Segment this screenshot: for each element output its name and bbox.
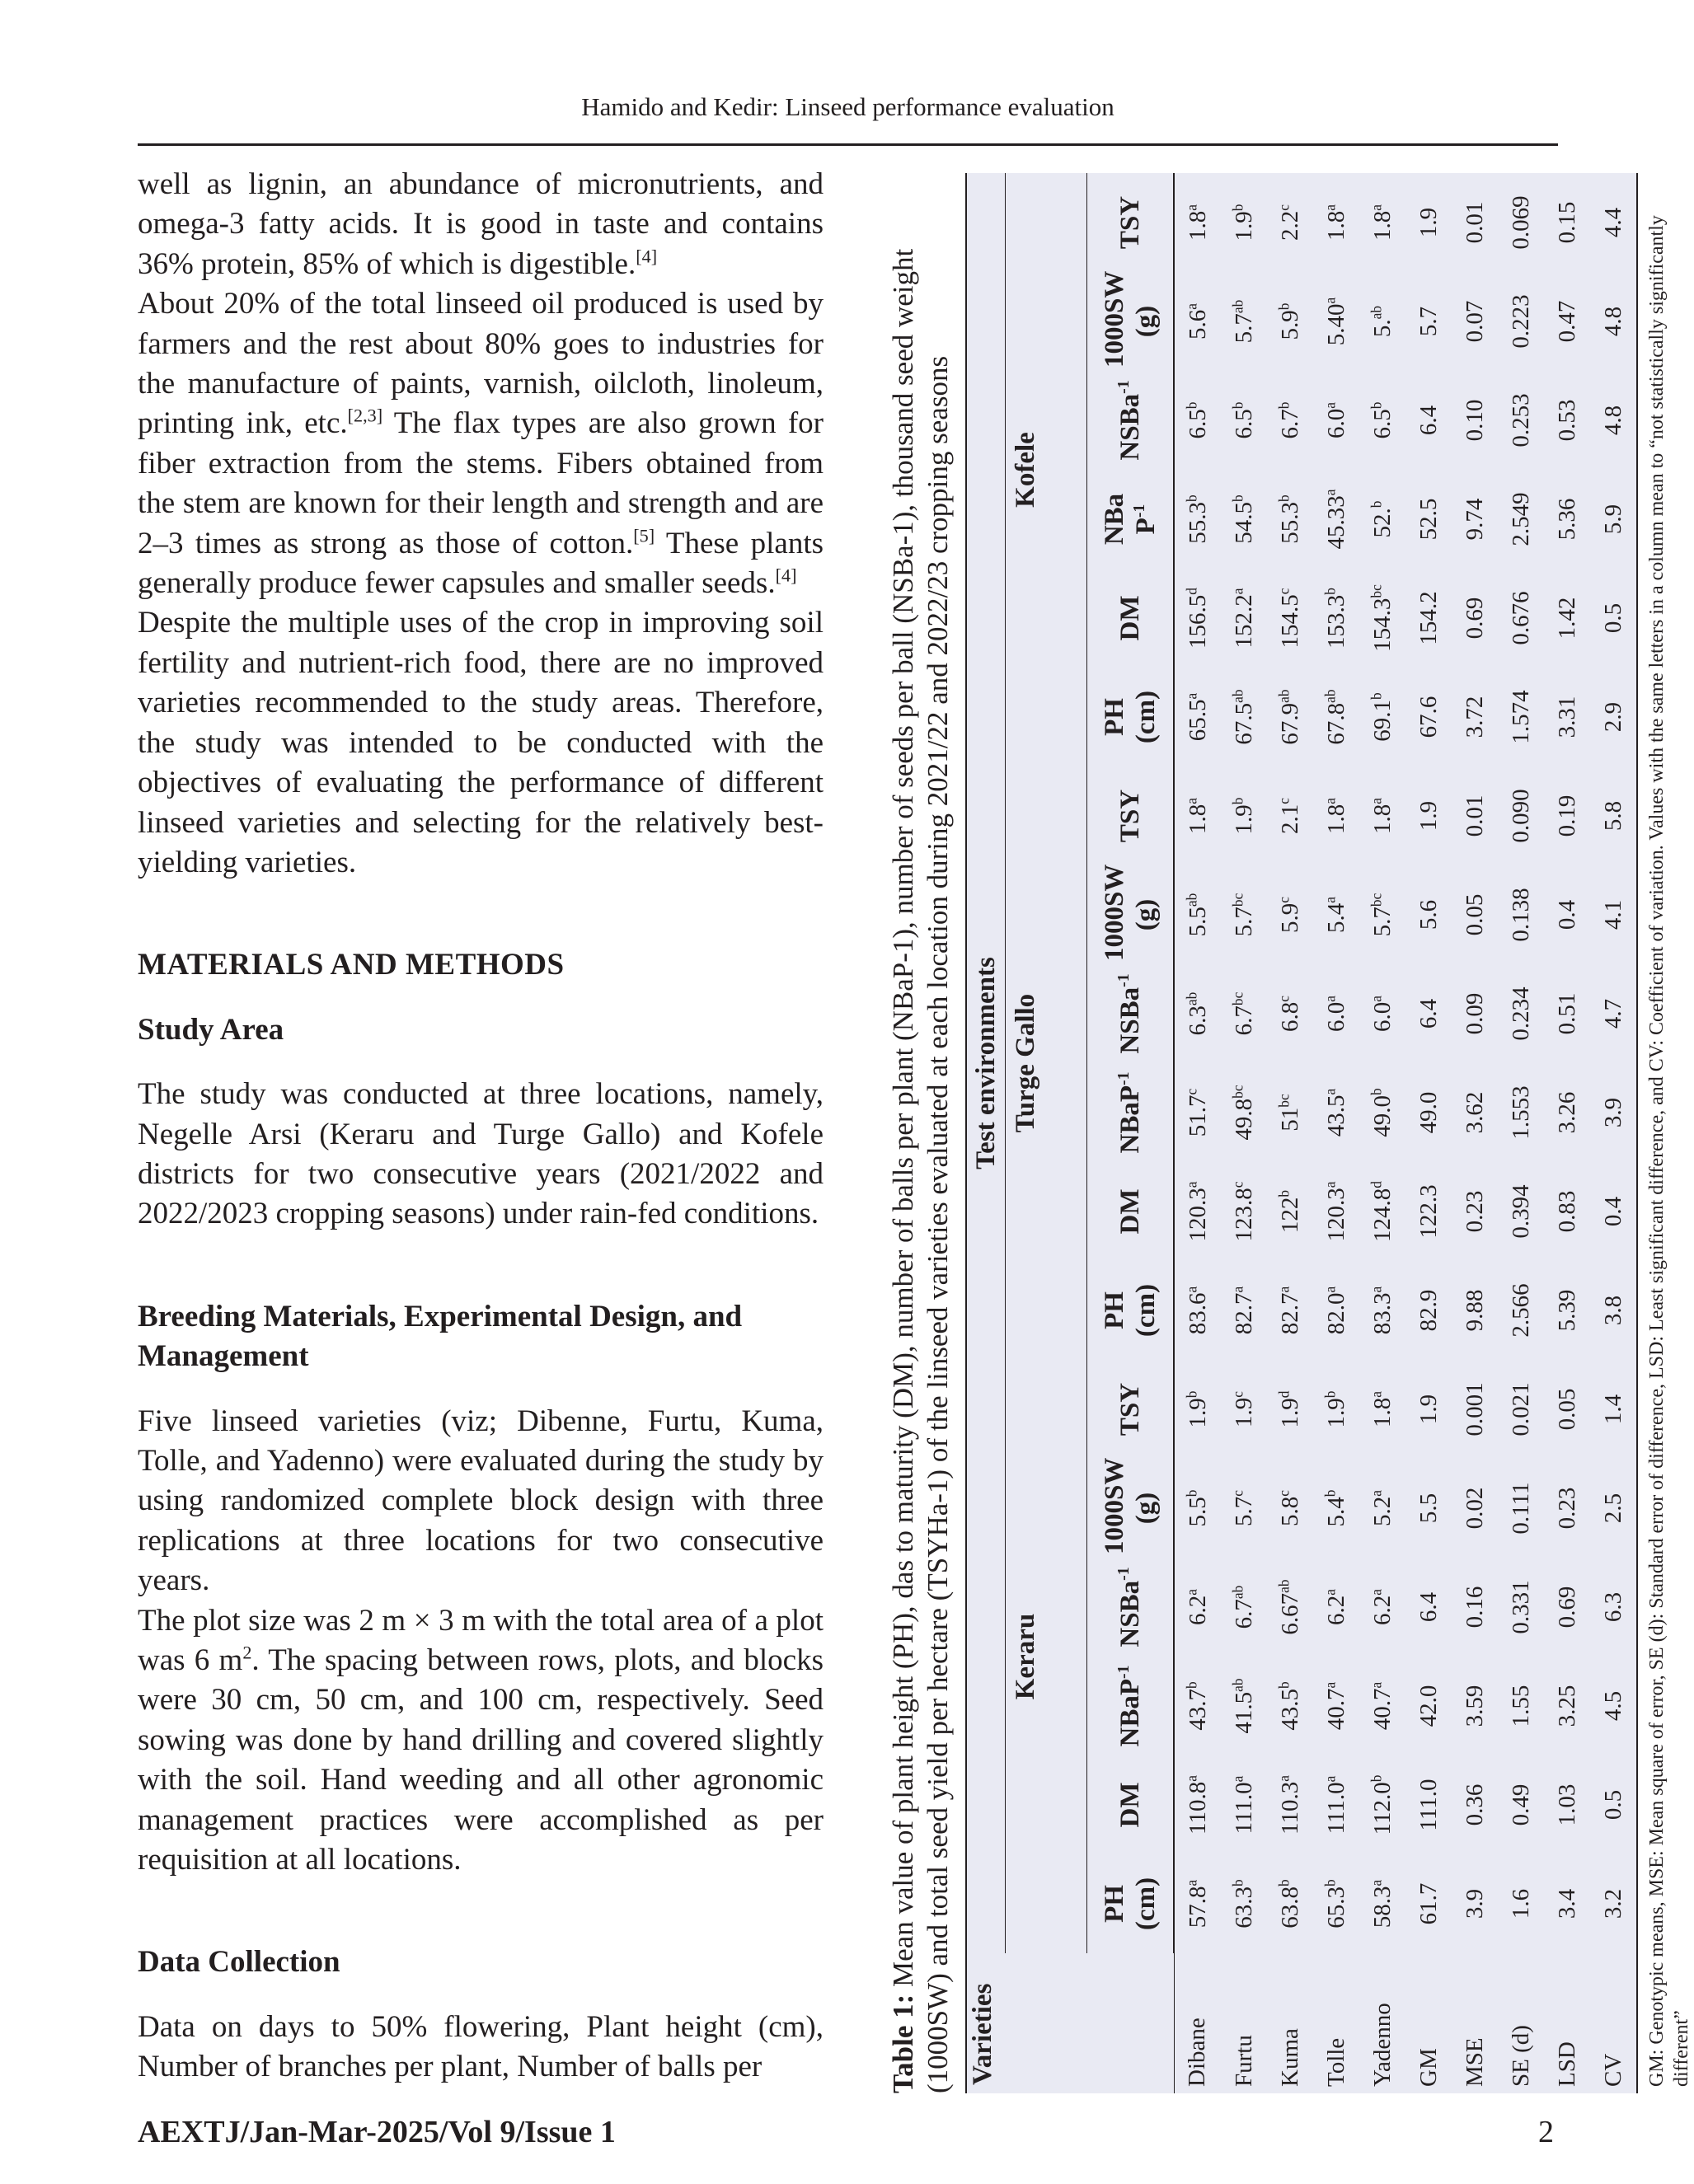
table-cell: 0.394 bbox=[1507, 1184, 1534, 1239]
table-cell: $51^{bc}$ bbox=[1274, 1094, 1303, 1132]
table-cell: 55.3$^b$ bbox=[1274, 494, 1303, 544]
row-label: Yadenno bbox=[1368, 2003, 1396, 2087]
table-cell: 82.9 bbox=[1415, 1289, 1442, 1332]
table-cell: 1.553 bbox=[1507, 1085, 1534, 1140]
column-header-tsy: TSY bbox=[1087, 173, 1175, 272]
table-cell: 5.4$^b$ bbox=[1321, 1489, 1349, 1527]
subheading-breeding: Breeding Materials, Experimental Design, and Management bbox=[138, 1299, 743, 1374]
table-cell: 0.19 bbox=[1553, 794, 1580, 837]
table-footnote: GM: Genotypic means, MSE: Mean square of error, SE (d): Standard error of difference, LSD: Least significant difference, and CV: Coefficient of variation. Values with the same letters in a column mean to “not statistically significantly different” bbox=[1646, 215, 1692, 2087]
table-cell: 5.$^{ab}$ bbox=[1367, 305, 1396, 338]
table-cell: 1.6 bbox=[1507, 1888, 1534, 1919]
table-cell: 1.9$^b$ bbox=[1228, 204, 1257, 241]
table-cell: 6.7$^{bc}$ bbox=[1228, 991, 1257, 1036]
table-cell: 1.8$^a$ bbox=[1367, 798, 1396, 834]
table-cell: 0.090 bbox=[1507, 789, 1534, 843]
table-cell: 82.7$^a$ bbox=[1274, 1286, 1303, 1335]
table-cell: 69.1$^b$ bbox=[1367, 692, 1396, 742]
table-cell: 110.3$^a$ bbox=[1274, 1775, 1303, 1835]
table-cell: 5.4$^a$ bbox=[1321, 897, 1349, 933]
header-location-keraru: Keraru bbox=[1011, 1613, 1040, 1700]
table-cell: 67.6 bbox=[1415, 696, 1442, 738]
table-cell: 6.67$^{ab}$ bbox=[1274, 1579, 1303, 1635]
table-cell: 1.8$^a$ bbox=[1182, 798, 1211, 834]
table-cell: 1.574 bbox=[1507, 690, 1534, 744]
column-header-nbap: NBaP$^{-1}$ bbox=[1087, 1657, 1175, 1755]
table-cell: 1.9$^b$ bbox=[1228, 797, 1257, 835]
table-cell: 4.8 bbox=[1590, 272, 1637, 371]
row-label: Tolle bbox=[1322, 2037, 1349, 2087]
table-caption: Table 1: Mean value of plant height (PH), das to maturity (DM), number of balls per plant (NBaP-1), number of seeds per ball (NSBa-1), thousand seed weight (1000SW) and total seed yield per hectare (TSYHa-1) of the linseed varieties evaluated at each location during 2021/22 and 2022/23 cropping seasons bbox=[887, 248, 954, 2093]
table-cell: 52.$^b$ bbox=[1367, 500, 1396, 538]
table-cell: 153.3$^b$ bbox=[1321, 588, 1349, 649]
table-cell: 0.069 bbox=[1507, 195, 1534, 250]
paragraph-data-collection: Data on days to 50% flowering, Plant height (cm), Number of branches per plant, Number of balls per bbox=[138, 2009, 824, 2084]
row-label: CV bbox=[1590, 1953, 1637, 2093]
table-cell: 0.36 bbox=[1461, 1783, 1488, 1826]
table-cell: 9.74 bbox=[1461, 498, 1488, 541]
table-row bbox=[1544, 173, 1590, 2093]
header-test-environments: Test environments bbox=[966, 173, 1006, 1953]
table-cell: 1.9$^d$ bbox=[1274, 1390, 1303, 1428]
table-cell: 3.25 bbox=[1553, 1685, 1580, 1727]
row-label: GM bbox=[1415, 2048, 1442, 2087]
table-row bbox=[1498, 173, 1544, 2093]
row-label: Furtu bbox=[1230, 2035, 1257, 2087]
table-cell: 0.331 bbox=[1507, 1580, 1534, 1634]
table-cell: 0.001 bbox=[1461, 1382, 1488, 1436]
left-column bbox=[138, 165, 824, 2088]
table-cell: 49.0 bbox=[1415, 1091, 1442, 1134]
table-cell: 1.55 bbox=[1507, 1685, 1534, 1727]
row-label: Dibane bbox=[1184, 2018, 1211, 2087]
table-cell: 0.111 bbox=[1507, 1482, 1534, 1535]
table-cell: 3.9 bbox=[1590, 1063, 1637, 1162]
table-cell: 5.6 bbox=[1415, 899, 1442, 930]
table-cell: 0.47 bbox=[1553, 300, 1580, 343]
table-row bbox=[1174, 173, 1221, 2093]
table-cell: 5.8$^c$ bbox=[1274, 1490, 1303, 1526]
table-cell: 6.8$^c$ bbox=[1274, 996, 1303, 1032]
table-cell: 123.8$^c$ bbox=[1228, 1181, 1257, 1242]
table-cell: 3.26 bbox=[1553, 1091, 1580, 1134]
column-header-tsy: TSY bbox=[1087, 766, 1175, 865]
table-cell: 6.5$^b$ bbox=[1182, 401, 1211, 439]
row-label: LSD bbox=[1553, 2041, 1580, 2087]
table-cell: 5.9$^c$ bbox=[1274, 897, 1303, 933]
table-cell: 1.9 bbox=[1415, 1394, 1442, 1425]
table-cell: 120.3$^a$ bbox=[1182, 1181, 1211, 1242]
table-cell: 2.9 bbox=[1590, 668, 1637, 766]
table-cell: 6.0$^a$ bbox=[1321, 996, 1349, 1032]
table-cell: 54.5$^b$ bbox=[1228, 494, 1257, 544]
table-cell: 5.5$^b$ bbox=[1182, 1489, 1211, 1527]
row-label: MSE bbox=[1461, 2037, 1488, 2087]
table-cell: 6.0$^a$ bbox=[1367, 996, 1396, 1032]
table-cell: 1.9 bbox=[1415, 207, 1442, 238]
rotated-table-block bbox=[886, 173, 1692, 2093]
table-cell: 0.15 bbox=[1553, 201, 1580, 244]
paragraph-oil-use: About 20% of the total linseed oil produced is used by farmers and the rest about 80% goes to industries for the manufacture of paints, varnish, oilcloth, linoleum, printing ink, etc.[2,3] The flax types are also grown for fiber extraction from the stems. Fibers obtained from the stem are known for their length and strength and are 2–3 times as strong as those of cotton.[5] These plants generally produce fewer capsules and smaller seeds.[4] bbox=[138, 287, 824, 601]
table-cell: 0.4 bbox=[1553, 899, 1580, 930]
results-table bbox=[965, 173, 1638, 2093]
table-cell: 57.8$^a$ bbox=[1182, 1879, 1211, 1929]
table-cell: 5.7$^{bc}$ bbox=[1367, 893, 1396, 937]
column-header-nba_k: NBa $P^{-1}$ bbox=[1087, 470, 1175, 569]
column-header-nsba: NSBa$^{-1}$ bbox=[1087, 1558, 1175, 1657]
table-cell: 0.49 bbox=[1507, 1783, 1534, 1826]
table-cell: 0.02 bbox=[1461, 1487, 1488, 1530]
table-body bbox=[1174, 173, 1637, 2093]
table-cell: 58.3$^a$ bbox=[1367, 1879, 1396, 1929]
table-cell: 156.5$^d$ bbox=[1182, 588, 1211, 649]
table-cell: 0.69 bbox=[1461, 597, 1488, 640]
table-cell: 3.8 bbox=[1590, 1261, 1637, 1360]
header-location-kofele: Kofele bbox=[1011, 432, 1040, 508]
row-label: SE (d) bbox=[1507, 2025, 1534, 2087]
table-cell: 6.3$^{ab}$ bbox=[1182, 991, 1211, 1036]
table-cell: 2.5 bbox=[1590, 1459, 1637, 1558]
table-cell: 6.4 bbox=[1415, 405, 1442, 436]
table-cell: 0.01 bbox=[1461, 201, 1488, 244]
column-header-sw: 1000SW (g) bbox=[1087, 865, 1175, 964]
table-cell: 0.4 bbox=[1590, 1162, 1637, 1261]
subheading-study-area: Study Area bbox=[138, 1012, 284, 1047]
table-cell: 0.10 bbox=[1461, 399, 1488, 442]
table-row bbox=[1590, 173, 1637, 2093]
table-row bbox=[1359, 173, 1405, 2093]
table-cell: 1.8$^a$ bbox=[1321, 798, 1349, 834]
paragraph-breeding-1: Five linseed varieties (viz; Dibenne, Furtu, Kuma, Tolle, and Yadenno) were evaluated during the study by using randomized complete block design with three replications at three locations for two consecutive years. bbox=[138, 1404, 824, 1598]
column-header-sw: 1000SW (g) bbox=[1087, 1459, 1175, 1558]
table-cell: 1.8$^a$ bbox=[1182, 204, 1211, 241]
table-cell: 0.253 bbox=[1507, 393, 1534, 448]
table-cell: 40.7$^a$ bbox=[1367, 1681, 1396, 1731]
table-cell: 152.2$^a$ bbox=[1228, 588, 1257, 649]
table-cell: 0.51 bbox=[1553, 992, 1580, 1035]
table-cell: 5.7$^{ab}$ bbox=[1228, 299, 1257, 344]
table-cell: 154.3$^{bc}$ bbox=[1367, 584, 1396, 652]
table-cell: 5.5 bbox=[1415, 1493, 1442, 1524]
table-cell: 0.676 bbox=[1507, 591, 1534, 645]
table-cell: 111.0$^a$ bbox=[1321, 1775, 1349, 1835]
table-cell: 5.5$^{ab}$ bbox=[1182, 893, 1211, 937]
table-cell: 4.8 bbox=[1590, 371, 1637, 470]
table-cell: 0.01 bbox=[1461, 794, 1488, 837]
table-cell: 110.8$^a$ bbox=[1182, 1775, 1211, 1835]
table-cell: 3.72 bbox=[1461, 696, 1488, 738]
table-cell: 83.6$^a$ bbox=[1182, 1286, 1211, 1335]
table-cell: 1.42 bbox=[1553, 597, 1580, 640]
table-cell: 1.9$^c$ bbox=[1228, 1391, 1257, 1427]
table-cell: 67.8$^{ab}$ bbox=[1321, 689, 1349, 745]
table-cell: 0.021 bbox=[1507, 1382, 1534, 1436]
table-cell: 5.8 bbox=[1590, 766, 1637, 865]
table-cell: 112.0$^b$ bbox=[1367, 1774, 1396, 1835]
table-cell: 0.09 bbox=[1461, 992, 1488, 1035]
table-cell: 0.05 bbox=[1461, 893, 1488, 936]
table-cell: 124.8$^d$ bbox=[1367, 1181, 1396, 1242]
column-header-ph: PH (cm) bbox=[1087, 1261, 1175, 1360]
table-cell: 111.0 bbox=[1415, 1779, 1442, 1831]
table-cell: 1.8$^a$ bbox=[1367, 1391, 1396, 1427]
table-cell: 65.5$^a$ bbox=[1182, 692, 1211, 742]
table-row bbox=[1267, 173, 1313, 2093]
table-cell: 1.4 bbox=[1590, 1360, 1637, 1459]
table-cell: 2.1$^c$ bbox=[1274, 798, 1303, 834]
header-location-turge-gallo: Turge Gallo bbox=[1011, 993, 1040, 1133]
table-cell: 65.3$^b$ bbox=[1321, 1879, 1349, 1929]
table-cell: 0.53 bbox=[1553, 399, 1580, 442]
paragraph-study-area: The study was conducted at three locations, namely, Negelle Arsi (Keraru and Turge Gallo) and Kofele districts for two consecutive years (2021/2022 and 2022/2023 cropping seasons) under rain-fed conditions. bbox=[138, 1077, 824, 1231]
column-header-nbap: NBaP$^{-1}$ bbox=[1087, 1063, 1175, 1162]
table-row bbox=[1405, 173, 1452, 2093]
table-cell: 2.566 bbox=[1507, 1283, 1534, 1338]
table-cell: 82.7$^a$ bbox=[1228, 1286, 1257, 1335]
column-header-nsba: NSBa$^{-1}$ bbox=[1087, 371, 1175, 470]
table-cell: 42.0 bbox=[1415, 1685, 1442, 1727]
table-cell: 52.5 bbox=[1415, 498, 1442, 541]
table-cell: 1.8$^a$ bbox=[1321, 204, 1349, 241]
subheading-data-collection: Data Collection bbox=[138, 1945, 340, 1980]
paragraph-objective: Despite the multiple uses of the crop in improving soil fertility and nutrient-rich food, there are no improved varieties recommended to the study areas. Therefore, the study was intended to be conducted with the objectives of evaluating the performance of different linseed varieties and selecting for the relatively best-yielding varieties. bbox=[138, 606, 824, 879]
table-cell: 1.9$^b$ bbox=[1321, 1390, 1349, 1428]
table-row bbox=[1313, 173, 1359, 2093]
table-cell: 1.9$^b$ bbox=[1182, 1390, 1211, 1428]
table-cell: 0.16 bbox=[1461, 1586, 1488, 1629]
column-header-dm: DM bbox=[1087, 1162, 1175, 1261]
table-cell: 6.7$^{ab}$ bbox=[1228, 1585, 1257, 1629]
paragraph-intro-cont: well as lignin, an abundance of micronutrients, and omega-3 fatty acids. It is good in taste and contains 36% protein, 85% of which is digestible.[4] bbox=[138, 167, 824, 281]
table-cell: 67.9$^{ab}$ bbox=[1274, 689, 1303, 745]
table-cell: 0.83 bbox=[1553, 1190, 1580, 1233]
table-cell: 5.2$^a$ bbox=[1367, 1490, 1396, 1526]
table-cell: 61.7 bbox=[1415, 1882, 1442, 1925]
table-cell: 43.7$^b$ bbox=[1182, 1681, 1211, 1731]
row-label: Kuma bbox=[1276, 2028, 1303, 2087]
column-header-ph: PH (cm) bbox=[1087, 1854, 1175, 1953]
table-cell: 5.9 bbox=[1590, 470, 1637, 569]
table-cell: 6.7$^b$ bbox=[1274, 401, 1303, 439]
table-cell: 3.31 bbox=[1553, 696, 1580, 738]
table-cell: 1.8$^a$ bbox=[1367, 204, 1396, 241]
table-cell: 1.9 bbox=[1415, 800, 1442, 832]
table-cell: 1.03 bbox=[1553, 1783, 1580, 1826]
table-cell: 63.8$^b$ bbox=[1274, 1879, 1303, 1929]
table-cell: 5.39 bbox=[1553, 1289, 1580, 1332]
table-cell: 5.36 bbox=[1553, 498, 1580, 541]
table-row bbox=[1221, 173, 1267, 2093]
column-header-ph: PH (cm) bbox=[1087, 668, 1175, 766]
table-cell: 5.40$^a$ bbox=[1321, 297, 1349, 346]
table-cell: 51.7$^c$ bbox=[1182, 1088, 1211, 1137]
table-cell: 4.1 bbox=[1590, 865, 1637, 964]
column-header-sw: 1000SW (g) bbox=[1087, 272, 1175, 371]
table-cell: 3.62 bbox=[1461, 1091, 1488, 1134]
table-cell: 6.2$^a$ bbox=[1321, 1589, 1349, 1625]
table-cell: 9.88 bbox=[1461, 1289, 1488, 1332]
table-cell: 41.5$^{ab}$ bbox=[1228, 1678, 1257, 1734]
column-header-tsy: TSY bbox=[1087, 1360, 1175, 1459]
table-cell: 43.5$^b$ bbox=[1274, 1681, 1303, 1731]
table-cell: 3.4 bbox=[1553, 1888, 1580, 1919]
page-number: 2 bbox=[1538, 2115, 1554, 2149]
table-cell: 122$^b$ bbox=[1274, 1189, 1303, 1234]
table-cell: 154.5$^c$ bbox=[1274, 588, 1303, 649]
table-cell: 6.3 bbox=[1590, 1558, 1637, 1657]
column-header-row bbox=[1087, 173, 1175, 2093]
header-varieties: Varieties bbox=[966, 1953, 1174, 2093]
header-rule bbox=[138, 143, 1558, 146]
table-cell: 6.5$^b$ bbox=[1367, 401, 1396, 439]
table-cell: 49.0$^b$ bbox=[1367, 1088, 1396, 1137]
table-cell: 122.3 bbox=[1415, 1184, 1442, 1239]
table-cell: 3.2 bbox=[1590, 1854, 1637, 1953]
table-cell: 0.23 bbox=[1461, 1190, 1488, 1233]
table-cell: 0.5 bbox=[1590, 569, 1637, 668]
table-cell: 0.07 bbox=[1461, 300, 1488, 343]
table-cell: 0.138 bbox=[1507, 888, 1534, 942]
table-cell: 49.8$^{bc}$ bbox=[1228, 1085, 1257, 1141]
table-cell: 0.234 bbox=[1507, 987, 1534, 1041]
table-cell: 4.4 bbox=[1590, 173, 1637, 272]
table-cell: 111.0$^a$ bbox=[1228, 1775, 1257, 1835]
table-cell: 0.5 bbox=[1590, 1755, 1637, 1854]
table-cell: 6.2$^a$ bbox=[1367, 1589, 1396, 1625]
table-cell: 6.5$^b$ bbox=[1228, 401, 1257, 439]
table-cell: 4.5 bbox=[1590, 1657, 1637, 1755]
table-cell: 83.3$^a$ bbox=[1367, 1286, 1396, 1335]
table-cell: 45.33$^a$ bbox=[1321, 489, 1349, 550]
table-cell: 0.23 bbox=[1553, 1487, 1580, 1530]
table-cell: 5.9$^b$ bbox=[1274, 302, 1303, 340]
paragraph-breeding-2: The plot size was 2 m × 3 m with the total area of a plot was 6 $m^2$. The spacing between rows, plots, and blocks were 30 cm, 50 cm, and 100 cm, respectively. Seed sowing was done by hand drilling and covered slightly with the soil. Hand weeding and all other agronomic management practices were accomplished as per requisition at all locations. bbox=[138, 1603, 824, 1877]
table-cell: 6.4 bbox=[1415, 998, 1442, 1029]
table-cell: 43.5$^a$ bbox=[1321, 1088, 1349, 1137]
table-cell: 5.7$^{bc}$ bbox=[1228, 893, 1257, 937]
section-heading-methods: MATERIALS AND METHODS bbox=[138, 948, 565, 982]
journal-footer: AEXTJ/Jan-Mar-2025/Vol 9/Issue 1 bbox=[138, 2115, 616, 2149]
table-cell: 5.7 bbox=[1415, 306, 1442, 337]
table-cell: 0.69 bbox=[1553, 1586, 1580, 1629]
table-cell: 3.9 bbox=[1461, 1888, 1488, 1919]
table-cell: 2.2$^c$ bbox=[1274, 204, 1303, 241]
table-cell: 4.7 bbox=[1590, 964, 1637, 1063]
table-cell: 6.2$^a$ bbox=[1182, 1589, 1211, 1625]
table-cell: 120.3$^a$ bbox=[1321, 1181, 1349, 1242]
table-cell: 63.3$^b$ bbox=[1228, 1879, 1257, 1929]
table-cell: 3.59 bbox=[1461, 1685, 1488, 1727]
table-row bbox=[1452, 173, 1498, 2093]
column-header-dm: DM bbox=[1087, 1755, 1175, 1854]
table-cell: 6.4 bbox=[1415, 1591, 1442, 1623]
table-cell: 40.7$^a$ bbox=[1321, 1681, 1349, 1731]
table-cell: 82.0$^a$ bbox=[1321, 1286, 1349, 1335]
table-cell: 5.7$^c$ bbox=[1228, 1490, 1257, 1526]
table-cell: 55.3$^b$ bbox=[1182, 494, 1211, 544]
table-cell: 154.2 bbox=[1415, 591, 1442, 645]
table-cell: 6.0$^a$ bbox=[1321, 402, 1349, 438]
running-title: Hamido and Kedir: Linseed performance evaluation bbox=[581, 92, 1114, 121]
table-cell: 67.5$^{ab}$ bbox=[1228, 689, 1257, 745]
column-header-nsba: NSBa$^{-1}$ bbox=[1087, 964, 1175, 1063]
table-cell: 2.549 bbox=[1507, 492, 1534, 546]
column-header-dm: DM bbox=[1087, 569, 1175, 668]
table-cell: 0.05 bbox=[1553, 1388, 1580, 1431]
table-cell: 0.223 bbox=[1507, 294, 1534, 349]
table-cell: 5.6$^a$ bbox=[1182, 303, 1211, 340]
